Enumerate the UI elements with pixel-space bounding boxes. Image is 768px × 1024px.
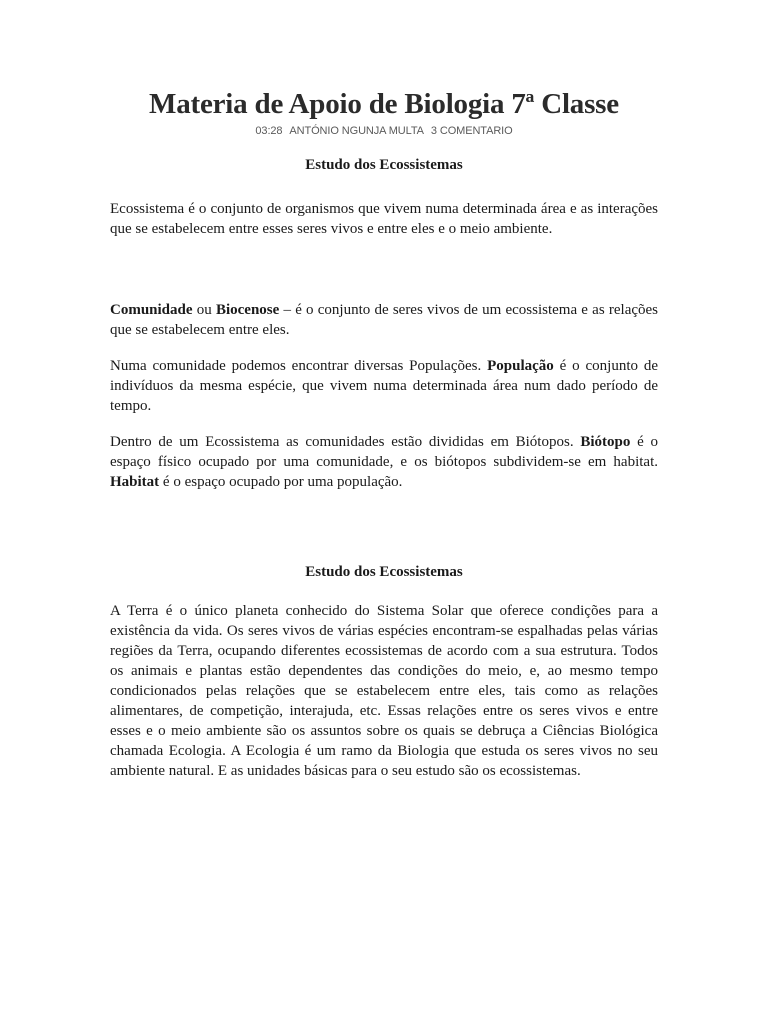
post-meta: [110, 124, 658, 138]
post-comments[interactable]: 3 COMENTARIO: [430, 125, 513, 137]
term-populacao: População: [487, 358, 554, 374]
paragraph-text: – é o conjunto de seres vivos de um ecossistema e as relações que se estabelecem entre eles.: [110, 302, 659, 338]
page-title: Materia de Apoio de Biologia 7ª Classe: [149, 88, 619, 120]
term-comunidade: Comunidade: [110, 302, 193, 318]
paragraph-text: é o conjunto de indivíduos da mesma espécie, que vivem numa determinada área num dado período de tempo.: [110, 358, 658, 414]
paragraph-populacao: [110, 356, 658, 416]
post-time: 03:28: [255, 125, 283, 137]
paragraph-text: Numa comunidade podemos encontrar diversas Populações.: [110, 358, 488, 374]
paragraph-ecossistema: Ecossistema é o conjunto de organismos que vivem numa determinada área e as interações que se estabelecem entre esses seres vivos e entre eles e o meio ambiente.: [110, 201, 658, 237]
paragraph-text: é o espaço físico ocupado por uma comunidade, e os biótopos subdividem-se em habitat.: [110, 434, 658, 470]
paragraph-text: é o espaço ocupado por uma população.: [159, 474, 403, 490]
paragraph-biotopo: [110, 432, 658, 492]
term-biotopo: Biótopo: [580, 434, 631, 450]
paragraph-text: Dentro de um Ecossistema as comunidades estão divididas em Biótopos.: [110, 434, 581, 450]
term-biocenose: Biocenose: [215, 302, 280, 318]
connector-text: ou: [192, 302, 216, 318]
section-heading: Estudo dos Ecossistemas: [305, 157, 463, 173]
term-habitat: Habitat: [110, 474, 160, 490]
paragraph-terra: A Terra é o único planeta conhecido do Sistema Solar que oferece condições para a existência da vida. Os seres vivos de várias espécies encontram-se espalhadas pelas várias regiões da Terra, ocupando diferentes ecossistemas de acordo com a sua estrutura. Todos os animais e plantas estão dependentes das condições do meio, e, ao mesmo tempo condicionados pelas relações que se estabelecem entre eles, tais como as relações alimentares, de competição, interajuda, etc. Essas relações entre os seres vivos e entre esses e o meio ambiente são os assuntos sobre os quais se debruça a Ciências Biológica chamada Ecologia. A Ecologia é um ramo da Biologia que estuda os seres vivos no seu ambiente natural. E as unidades básicas para o seu estudo são os ecossistemas.: [110, 603, 658, 779]
post-author[interactable]: ANTÓNIO NGUNJA MULTA: [289, 125, 424, 137]
paragraph-comunidade: [110, 300, 658, 340]
section-heading: Estudo dos Ecossistemas: [305, 564, 463, 580]
